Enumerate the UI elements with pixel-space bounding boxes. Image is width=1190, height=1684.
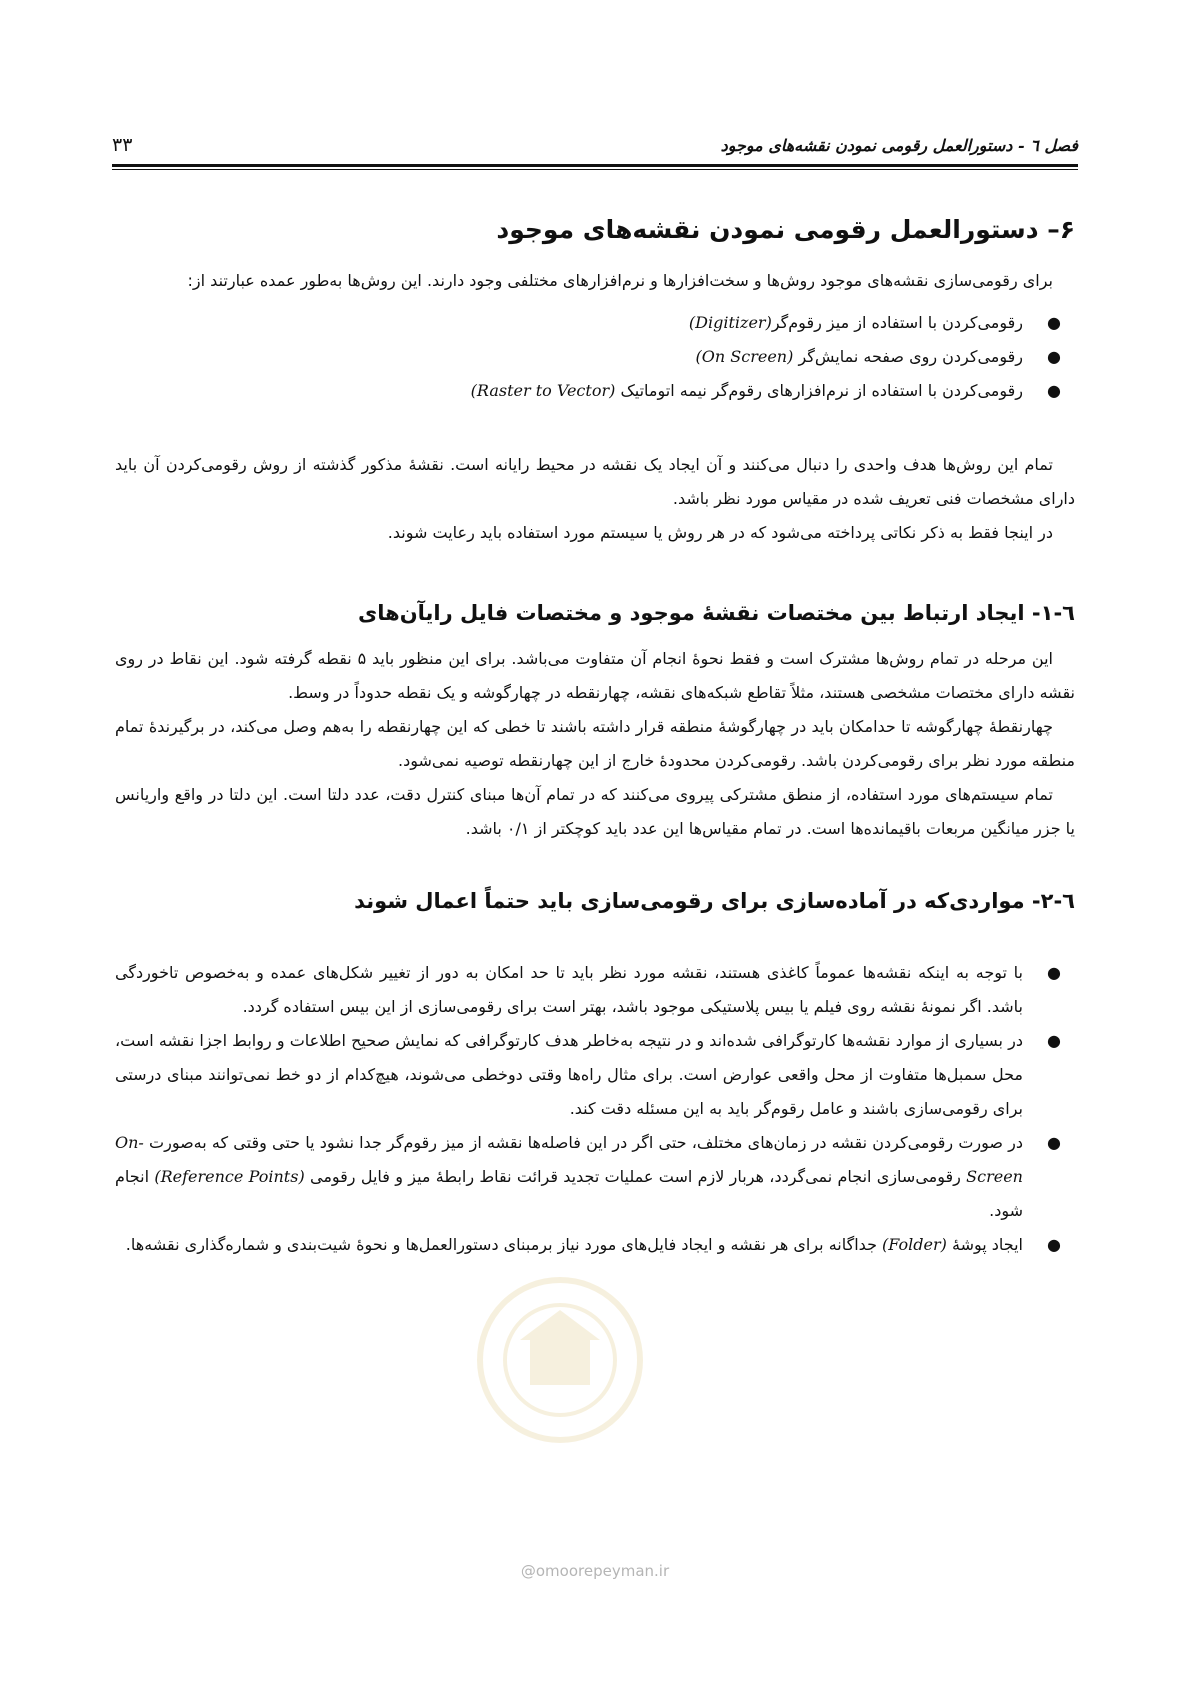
list-item xyxy=(115,374,1075,408)
page-number: ۳۳ xyxy=(112,134,133,156)
section-6-paragraph-2: در اینجا فقط به ذکر نکاتی پرداخته می‌شود که در هر روش یا سیستم مورد استفاده باید رعایت شوند. xyxy=(387,523,1053,542)
bullet-icon: ● xyxy=(1047,313,1061,332)
requirement-text: با توجه به اینکه نقشه‌ها عموماً کاغذی هستند، نقشه مورد نظر باید تا حد امکان به دور از تغییر شکل‌های عمده و به‌خصوص تاخوردگی باشد. اگر نمونهٔ نقشه روی فیلم یا بیس پلاستیکی موجود باشد، بهتر است برای رقومی‌سازی از این بیس استفاده گردد. xyxy=(115,963,1023,1016)
requirement-text: انجام شود. xyxy=(115,1167,1023,1220)
watermark-logo-icon xyxy=(470,1270,650,1450)
requirement-text: در بسیاری از موارد نقشه‌ها کارتوگرافی شده‌اند و در نتیجه به‌خاطر هدف کارتوگرافی که نمایش صحیح اطلاعات و روابط اجزا نقشه است، محل سمبل‌ها متفاوت از محل واقعی عوارض است. برای مثال راه‌ها وقتی دوخطی می‌شوند، هیچ‌کدام از دو خط نمی‌توانند مبنای درستی برای رقومی‌سازی باشند و عامل رقوم‌گر باید به این مسئله دقت کند. xyxy=(115,1031,1023,1118)
page-body xyxy=(115,210,1075,1262)
requirements-list xyxy=(115,956,1075,1262)
header-rule-thick xyxy=(112,164,1078,167)
methods-list xyxy=(115,306,1075,408)
section-6-paragraph-1: تمام این روش‌ها هدف واحدی را دنبال می‌کنند و آن ایجاد یک نقشه در محیط رایانه است. نقشهٔ مذکور گذشته از روش رقومی‌کردن آن باید دارای مشخصات فنی تعریف شده در مقیاس مورد نظر باشد. xyxy=(115,455,1075,508)
method-text: رقومی‌کردن با استفاده از میز رقوم‌گر xyxy=(771,313,1023,332)
list-item xyxy=(115,340,1075,374)
requirement-latin: (Folder) xyxy=(882,1235,947,1254)
bullet-icon: ● xyxy=(1047,347,1061,366)
bullet-icon: ● xyxy=(1047,1235,1061,1254)
list-item xyxy=(115,956,1075,1024)
section-6-intro: برای رقومی‌سازی نقشه‌های موجود روش‌ها و سخت‌افزارها و نرم‌افزارهای مختلفی وجود دارند. این روش‌ها به‌طور عمده عبارتند از: xyxy=(187,271,1053,290)
bullet-icon: ● xyxy=(1047,1031,1061,1050)
section-6-1-paragraph-1: این مرحله در تمام روش‌ها مشترک است و فقط نحوهٔ انجام آن متفاوت می‌باشد. برای این منظور باید ۵ نقطه گرفته شود. این نقاط در روی نقشه دارای مختصات مشخصی هستند، مثلاً تقاطع شبکه‌های نقشه، چهارنقطه در چهارگوشه و یک نقطه حدوداً در وسط. xyxy=(115,649,1075,702)
bullet-icon: ● xyxy=(1047,1133,1061,1152)
bullet-icon: ● xyxy=(1047,963,1061,982)
requirement-text: رقومی‌سازی انجام نمی‌گردد، هربار لازم است عملیات تجدید قرائت نقاط رابطهٔ میز و فایل رقومی xyxy=(309,1167,961,1186)
method-latin: (Digitizer) xyxy=(688,313,772,332)
section-6-1-paragraph-2: چهارنقطهٔ چهارگوشه تا حدامکان باید در چهارگوشهٔ منطقه قرار داشته باشند تا خطی که این چهارنقطه را به‌هم وصل می‌کند، در برگیرندهٔ تمام منطقه مورد نظر برای رقومی‌کردن باشد. رقومی‌کردن محدودهٔ خارج از این چهارنقطه توصیه نمی‌شود. xyxy=(115,717,1075,770)
section-6-1-heading: ٦-١- ایجاد ارتباط بین مختصات نقشهٔ موجود و مختصات فایل رایآن‌های xyxy=(358,601,1075,625)
running-header xyxy=(112,130,1078,160)
section-6-2-heading: ٦-٢- مواردی‌که در آماده‌سازی برای رقومی‌سازی باید حتماً اعمال شوند xyxy=(354,889,1075,913)
method-text: رقومی‌کردن روی صفحه نمایش‌گر xyxy=(798,347,1023,366)
requirement-text: در صورت رقومی‌کردن نقشه در زمان‌های مختلف، حتی اگر در این فاصله‌ها نقشه از میز رقوم‌گر جدا نشود یا حتی وقتی که به‌صورت xyxy=(149,1133,1024,1152)
method-latin: (On Screen) xyxy=(695,347,794,366)
list-item xyxy=(115,1228,1075,1262)
list-item xyxy=(115,1126,1075,1228)
bullet-icon: ● xyxy=(1047,381,1061,400)
method-text: رقومی‌کردن با استفاده از نرم‌افزارهای رقوم‌گر نیمه اتوماتیک xyxy=(620,381,1023,400)
watermark-text: @omoorepeyman.ir xyxy=(520,1562,670,1580)
section-6-heading: ۶– دستورالعمل رقومی نمودن نقشه‌های موجود xyxy=(496,215,1075,244)
list-item xyxy=(115,1024,1075,1126)
chapter-title: فصل ٦ - دستورالعمل رقومی نمودن نقشه‌های موجود xyxy=(720,135,1078,155)
list-item xyxy=(115,306,1075,340)
requirement-latin: (Reference Points) xyxy=(154,1167,305,1186)
requirement-latin: On-Screen xyxy=(115,1133,1023,1186)
requirement-text: جداگانه برای هر نقشه و ایجاد فایل‌های مورد نیاز برمبنای دستورالعمل‌ها و نحوهٔ شیت‌بندی و شماره‌گذاری نقشه‌ها. xyxy=(125,1235,877,1254)
header-rule-thin xyxy=(112,169,1078,170)
method-latin: (Raster to Vector) xyxy=(470,381,616,400)
section-6-1-paragraph-3: تمام سیستم‌های مورد استفاده، از منطق مشترکی پیروی می‌کنند که در تمام آن‌ها مبنای کنترل دقت، عدد دلتا است. این دلتا در واقع واریانس یا جزر میانگین مربعات باقیمانده‌ها است. در تمام مقیاس‌ها این عدد باید کوچکتر از ۰/۱ باشد. xyxy=(115,785,1075,838)
requirement-text: ایجاد پوشهٔ xyxy=(951,1235,1023,1254)
